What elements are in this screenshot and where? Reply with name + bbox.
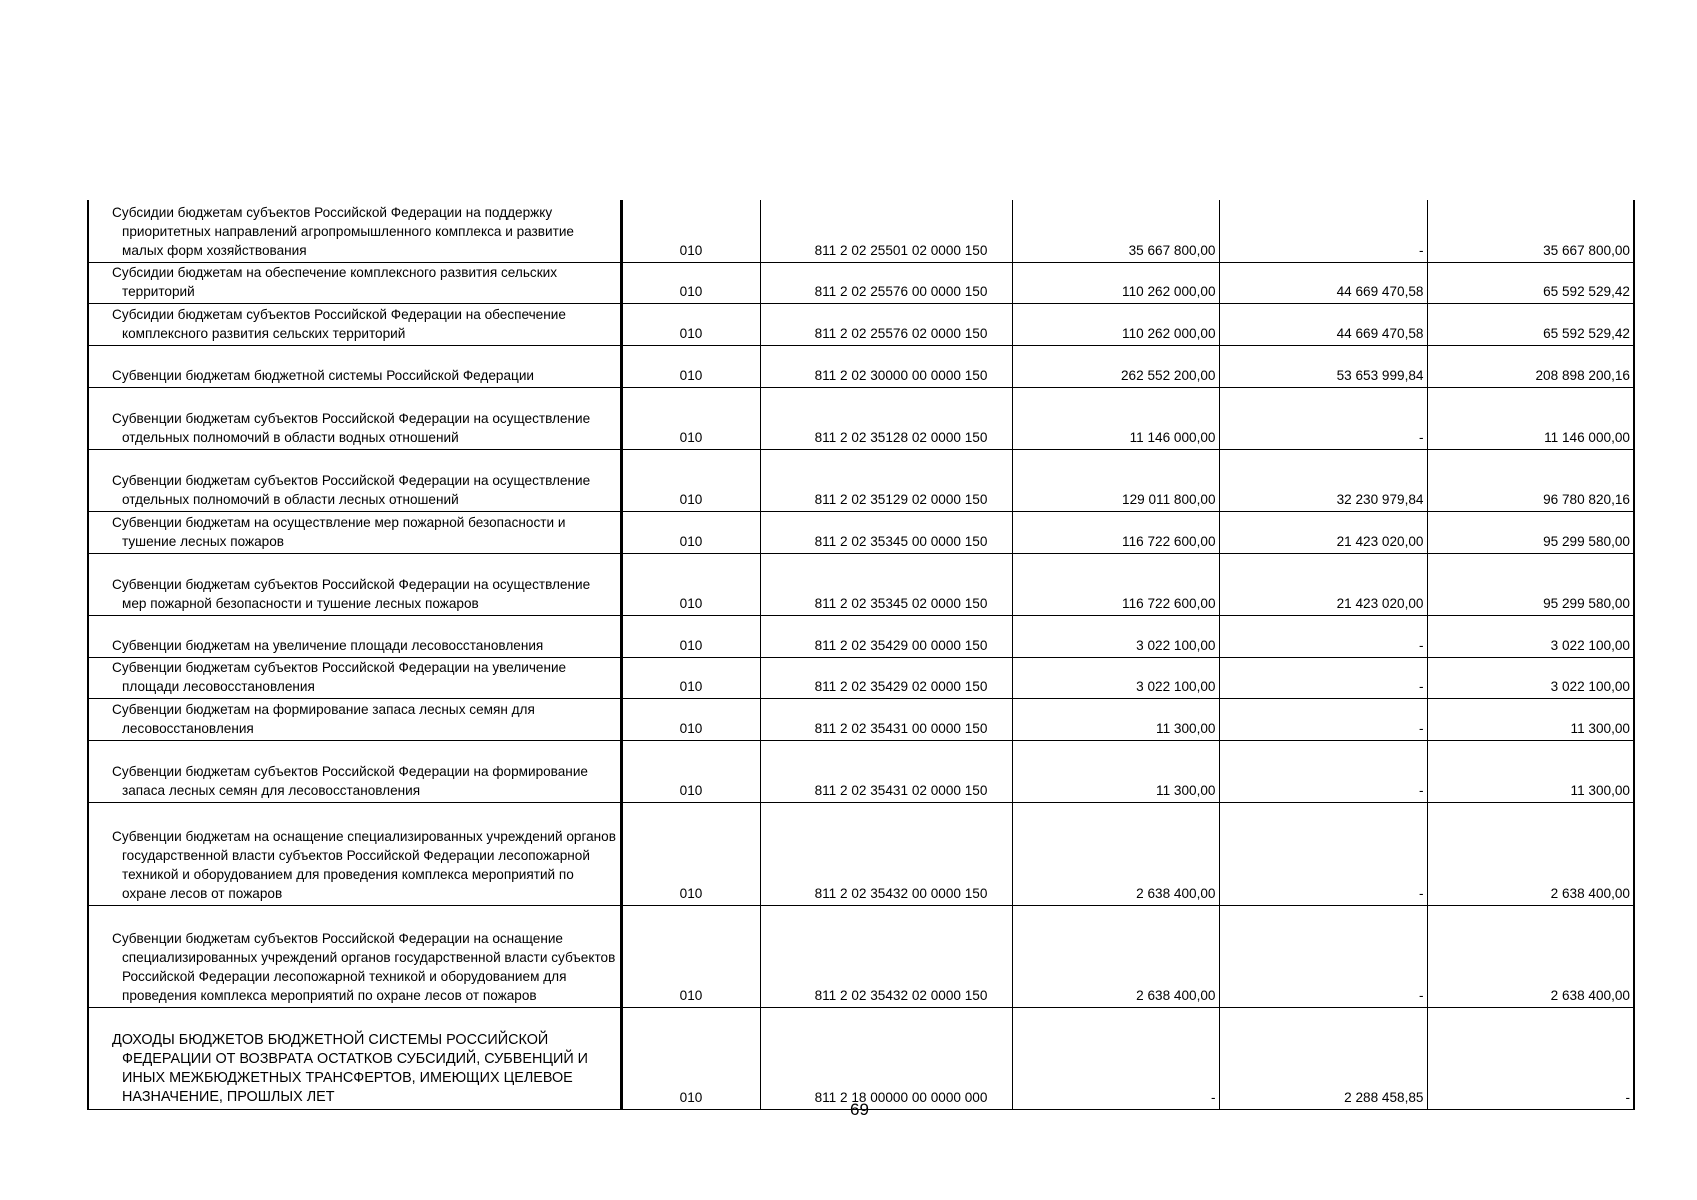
row-remaining-amount: 2 638 400,00	[1427, 905, 1634, 1007]
row-approved-amount: 129 011 800,00	[1012, 449, 1219, 511]
row-executed-amount: -	[1219, 615, 1427, 657]
row-name: Субвенции бюджетам субъектов Российской Федерации на увеличение площади лесовосстановления	[88, 657, 621, 698]
table-row	[88, 905, 1634, 1007]
row-kbk-code: 811 2 02 35129 02 0000 150	[760, 449, 1012, 511]
row-executed-amount: -	[1219, 200, 1427, 262]
row-executed-amount: 21 423 020,00	[1219, 553, 1427, 615]
table-row	[88, 200, 1634, 262]
row-executed-amount: 44 669 470,58	[1219, 262, 1427, 303]
row-remaining-amount: 11 300,00	[1427, 740, 1634, 802]
row-approved-amount: 2 638 400,00	[1012, 802, 1219, 905]
table-row	[88, 1007, 1634, 1109]
row-remaining-amount: 11 146 000,00	[1427, 387, 1634, 449]
row-name: Субсидии бюджетам субъектов Российской Федерации на поддержку приоритетных направлений агропромышленного комплекса и развитие малых форм хозяйствования	[88, 200, 621, 262]
row-kbk-code: 811 2 02 35429 02 0000 150	[760, 657, 1012, 698]
table-row	[88, 387, 1634, 449]
row-name: Субвенции бюджетам субъектов Российской Федерации на формирование запаса лесных семян для лесовосстановления	[88, 740, 621, 802]
row-approved-amount: 11 146 000,00	[1012, 387, 1219, 449]
row-remaining-amount: 3 022 100,00	[1427, 615, 1634, 657]
table-row	[88, 303, 1634, 345]
row-name: Субсидии бюджетам субъектов Российской Федерации на обеспечение комплексного развития сельских территорий	[88, 303, 621, 345]
row-executed-amount: 44 669 470,58	[1219, 303, 1427, 345]
row-kbk-code: 811 2 02 25576 00 0000 150	[760, 262, 1012, 303]
row-approved-amount: 110 262 000,00	[1012, 303, 1219, 345]
table-row	[88, 802, 1634, 905]
row-remaining-amount: 65 592 529,42	[1427, 303, 1634, 345]
row-approved-amount: 262 552 200,00	[1012, 345, 1219, 387]
row-code: 010	[621, 345, 760, 387]
table-row	[88, 511, 1634, 553]
revenue-table	[87, 200, 1635, 1110]
row-name: Субсидии бюджетам на обеспечение комплексного развития сельских территорий	[88, 262, 621, 303]
row-kbk-code: 811 2 02 30000 00 0000 150	[760, 345, 1012, 387]
row-approved-amount: 11 300,00	[1012, 740, 1219, 802]
row-remaining-amount: -	[1427, 1007, 1634, 1109]
row-remaining-amount: 208 898 200,16	[1427, 345, 1634, 387]
row-name: Субвенции бюджетам на увеличение площади лесовосстановления	[88, 615, 621, 657]
row-executed-amount: -	[1219, 802, 1427, 905]
row-kbk-code: 811 2 02 35345 02 0000 150	[760, 553, 1012, 615]
table-row	[88, 262, 1634, 303]
row-code: 010	[621, 449, 760, 511]
row-approved-amount: 35 667 800,00	[1012, 200, 1219, 262]
row-name: Субвенции бюджетам на осуществление мер пожарной безопасности и тушение лесных пожаров	[88, 511, 621, 553]
row-remaining-amount: 11 300,00	[1427, 698, 1634, 740]
row-code: 010	[621, 387, 760, 449]
row-executed-amount: -	[1219, 387, 1427, 449]
row-approved-amount: 110 262 000,00	[1012, 262, 1219, 303]
row-kbk-code: 811 2 02 35345 00 0000 150	[760, 511, 1012, 553]
table-row	[88, 740, 1634, 802]
row-name: Субвенции бюджетам бюджетной системы Российской Федерации	[88, 345, 621, 387]
row-approved-amount: 116 722 600,00	[1012, 553, 1219, 615]
table-row	[88, 345, 1634, 387]
row-code: 010	[621, 905, 760, 1007]
row-executed-amount: 53 653 999,84	[1219, 345, 1427, 387]
row-executed-amount: 2 288 458,85	[1219, 1007, 1427, 1109]
table-row	[88, 698, 1634, 740]
row-code: 010	[621, 1007, 760, 1109]
table-row	[88, 449, 1634, 511]
row-kbk-code: 811 2 02 35429 00 0000 150	[760, 615, 1012, 657]
row-name: Субвенции бюджетам субъектов Российской Федерации на осуществление мер пожарной безопасности и тушение лесных пожаров	[88, 553, 621, 615]
row-code: 010	[621, 740, 760, 802]
row-executed-amount: 21 423 020,00	[1219, 511, 1427, 553]
row-name: Субвенции бюджетам на формирование запаса лесных семян для лесовосстановления	[88, 698, 621, 740]
row-remaining-amount: 3 022 100,00	[1427, 657, 1634, 698]
row-kbk-code: 811 2 02 25501 02 0000 150	[760, 200, 1012, 262]
row-executed-amount: -	[1219, 657, 1427, 698]
row-kbk-code: 811 2 18 00000 00 0000 000	[760, 1007, 1012, 1109]
row-executed-amount: -	[1219, 698, 1427, 740]
row-approved-amount: 116 722 600,00	[1012, 511, 1219, 553]
row-remaining-amount: 95 299 580,00	[1427, 553, 1634, 615]
row-executed-amount: 32 230 979,84	[1219, 449, 1427, 511]
table-body	[88, 200, 1634, 1109]
row-kbk-code: 811 2 02 35431 00 0000 150	[760, 698, 1012, 740]
table-row	[88, 615, 1634, 657]
row-approved-amount: 11 300,00	[1012, 698, 1219, 740]
row-kbk-code: 811 2 02 35431 02 0000 150	[760, 740, 1012, 802]
row-remaining-amount: 2 638 400,00	[1427, 802, 1634, 905]
row-remaining-amount: 35 667 800,00	[1427, 200, 1634, 262]
row-name: ДОХОДЫ БЮДЖЕТОВ БЮДЖЕТНОЙ СИСТЕМЫ РОССИЙСКОЙ ФЕДЕРАЦИИ ОТ ВОЗВРАТА ОСТАТКОВ СУБСИДИЙ, СУБВЕНЦИЙ И ИНЫХ МЕЖБЮДЖЕТНЫХ ТРАНСФЕРТОВ, ИМЕЮЩИХ ЦЕЛЕВОЕ НАЗНАЧЕНИЕ, ПРОШЛЫХ ЛЕТ	[88, 1007, 621, 1109]
row-code: 010	[621, 553, 760, 615]
row-code: 010	[621, 698, 760, 740]
row-approved-amount: 3 022 100,00	[1012, 615, 1219, 657]
row-approved-amount: -	[1012, 1007, 1219, 1109]
row-kbk-code: 811 2 02 35432 00 0000 150	[760, 802, 1012, 905]
row-name: Субвенции бюджетам субъектов Российской Федерации на осуществление отдельных полномочий в области лесных отношений	[88, 449, 621, 511]
page-number: 69	[850, 1100, 869, 1119]
row-code: 010	[621, 802, 760, 905]
row-code: 010	[621, 200, 760, 262]
row-name: Субвенции бюджетам субъектов Российской Федерации на осуществление отдельных полномочий в области водных отношений	[88, 387, 621, 449]
row-executed-amount: -	[1219, 740, 1427, 802]
row-code: 010	[621, 615, 760, 657]
row-name: Субвенции бюджетам на оснащение специализированных учреждений органов государственной власти субъектов Российской Федерации лесопожарной техникой и оборудованием для проведения комплекса мероприятий по охране лесов от пожаров	[88, 802, 621, 905]
row-kbk-code: 811 2 02 35432 02 0000 150	[760, 905, 1012, 1007]
row-code: 010	[621, 303, 760, 345]
row-code: 010	[621, 657, 760, 698]
row-approved-amount: 2 638 400,00	[1012, 905, 1219, 1007]
row-kbk-code: 811 2 02 25576 02 0000 150	[760, 303, 1012, 345]
row-executed-amount: -	[1219, 905, 1427, 1007]
row-approved-amount: 3 022 100,00	[1012, 657, 1219, 698]
row-code: 010	[621, 262, 760, 303]
row-kbk-code: 811 2 02 35128 02 0000 150	[760, 387, 1012, 449]
table-row	[88, 657, 1634, 698]
row-remaining-amount: 96 780 820,16	[1427, 449, 1634, 511]
row-name: Субвенции бюджетам субъектов Российской Федерации на оснащение специализированных учреждений органов государственной власти субъектов Российской Федерации лесопожарной техникой и оборудованием для проведения комплекса мероприятий по охране лесов от пожаров	[88, 905, 621, 1007]
row-remaining-amount: 95 299 580,00	[1427, 511, 1634, 553]
row-remaining-amount: 65 592 529,42	[1427, 262, 1634, 303]
table-row	[88, 553, 1634, 615]
row-code: 010	[621, 511, 760, 553]
